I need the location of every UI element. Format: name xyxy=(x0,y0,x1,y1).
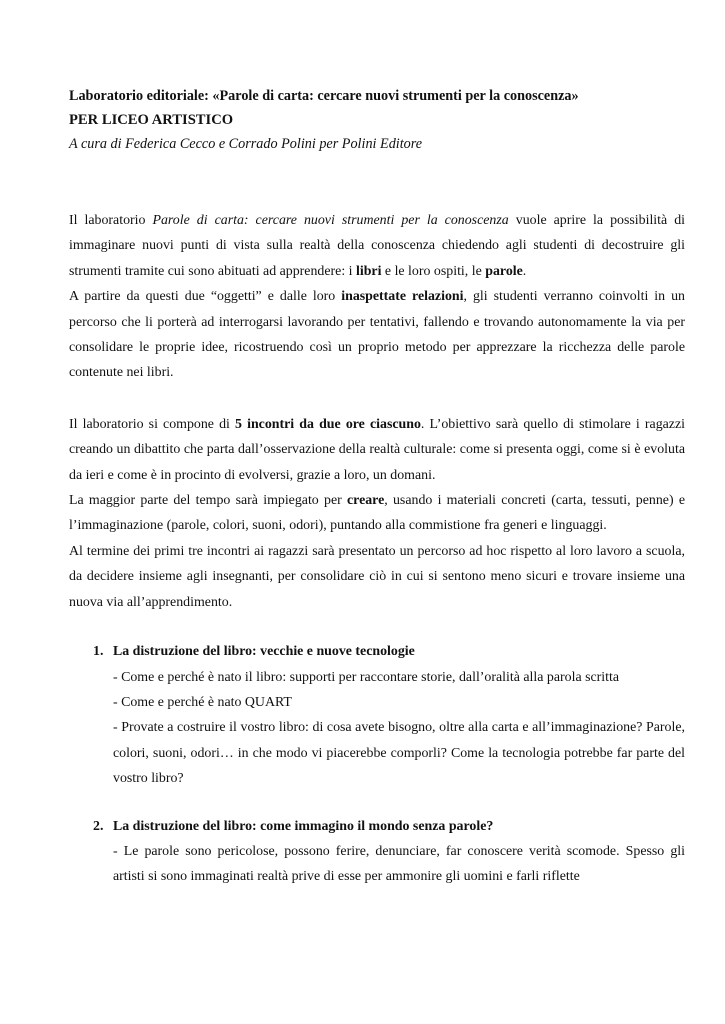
unit-bullet: - Come e perché è nato il libro: supporti per raccontare storie, dall’oralità alla parola scritta xyxy=(113,669,620,685)
document-curators: A cura di Federica Cecco e Corrado Polini per Polini Editore xyxy=(69,136,423,152)
text-run: Il laboratorio xyxy=(69,213,153,228)
keyword-libri: libri xyxy=(355,263,382,279)
unit-title: La distruzione del libro: vecchie e nuove tecnologie xyxy=(113,644,415,660)
text-run: La maggior parte del tempo sarà impiegato per xyxy=(69,493,347,509)
unit-bullet: - Provate a costruire il vostro libro: di cosa avete bisogno, oltre alla carta e all’immaginazione? Parole, colori, suoni, odori… in che modo vi piacerebbe comporli? Come la tecnologia potrebbe far parte del vostro libro? xyxy=(113,720,685,787)
text-run: , usando i materiali concreti (carta, tessuti, penne) e l’immaginazione (parole, colori, suoni, odori), puntando alla commistione fra generi e linguaggi. xyxy=(69,493,685,534)
intro-paragraph-2 xyxy=(69,284,685,386)
text-run: . xyxy=(522,263,527,279)
unit-bullet: - Come e perché è nato QUART xyxy=(113,694,292,710)
keyword-incontri: 5 incontri da due ore ciascuno xyxy=(235,416,421,432)
unit-title: La distruzione del libro: come immagino il mondo senza parole? xyxy=(113,818,494,834)
text-run: A partire da questi due “oggetti” e dalle loro xyxy=(69,289,342,305)
text-run: , gli studenti verranno coinvolti in un percorso che li porterà ad interrogarsi lavorando per tentativi, fallendo e trovando autonomamente la via per consolidare le proprie idee, ricostruendo così un proprio metodo per apprezzare la ricchezza delle parole contenute nei libri. xyxy=(69,289,685,381)
structure-paragraph-3: Al termine dei primi tre incontri ai ragazzi sarà presentato un percorso ad hoc rispetto al loro lavoro a scuola, da decidere insieme agli insegnanti, per consolidare ciò in cui si sentono meno sicuri e trovare insieme una nuova via all’apprendimento. xyxy=(69,543,685,610)
document-header xyxy=(69,84,685,156)
list-item xyxy=(93,639,685,791)
unit-number: 1. xyxy=(93,644,104,660)
keyword-creare: creare xyxy=(346,493,385,509)
text-run: vuole aprire la possibilità di immaginare nuovi punti di vista sulla realtà della conoscenza chiedendo agli studenti di decostruire gli strumenti tramite cui sono abituati ad apprendere: i xyxy=(69,213,686,279)
text-run: Il laboratorio si compone di xyxy=(69,416,236,432)
keyword-parole: parole xyxy=(485,263,523,279)
text-run: e le loro ospiti, le xyxy=(381,263,486,279)
document-title: Laboratorio editoriale: «Parole di carta: cercare nuovi strumenti per la conoscenza» xyxy=(69,88,579,104)
keyword-relazioni: inaspettate relazioni xyxy=(341,289,464,305)
document-subtitle: PER LICEO ARTISTICO xyxy=(69,112,234,128)
intro-paragraph-1 xyxy=(69,208,685,284)
structure-paragraph-2 xyxy=(69,488,685,539)
unit-number: 2. xyxy=(93,818,104,834)
unit-bullet: - Le parole sono pericolose, possono ferire, denunciare, far conoscere verità scomode. Spesso gli artisti si sono immaginati realtà prive di esse per ammonire gli uomini e farli riflette xyxy=(113,843,685,885)
units-list xyxy=(69,639,685,890)
list-item xyxy=(93,814,685,890)
text-run: . L’obiettivo sarà quello di stimolare i ragazzi creando un dibattito che parta dall’osservazione della realtà culturale: come si presenta oggi, come si è evoluta da ieri e come è in procinto di evolversi, grazie a loro, un domani. xyxy=(69,416,685,483)
structure-paragraph-1 xyxy=(69,412,685,488)
lab-title-italic: Parole di carta: cercare nuovi strumenti per la conoscenza xyxy=(152,213,509,228)
